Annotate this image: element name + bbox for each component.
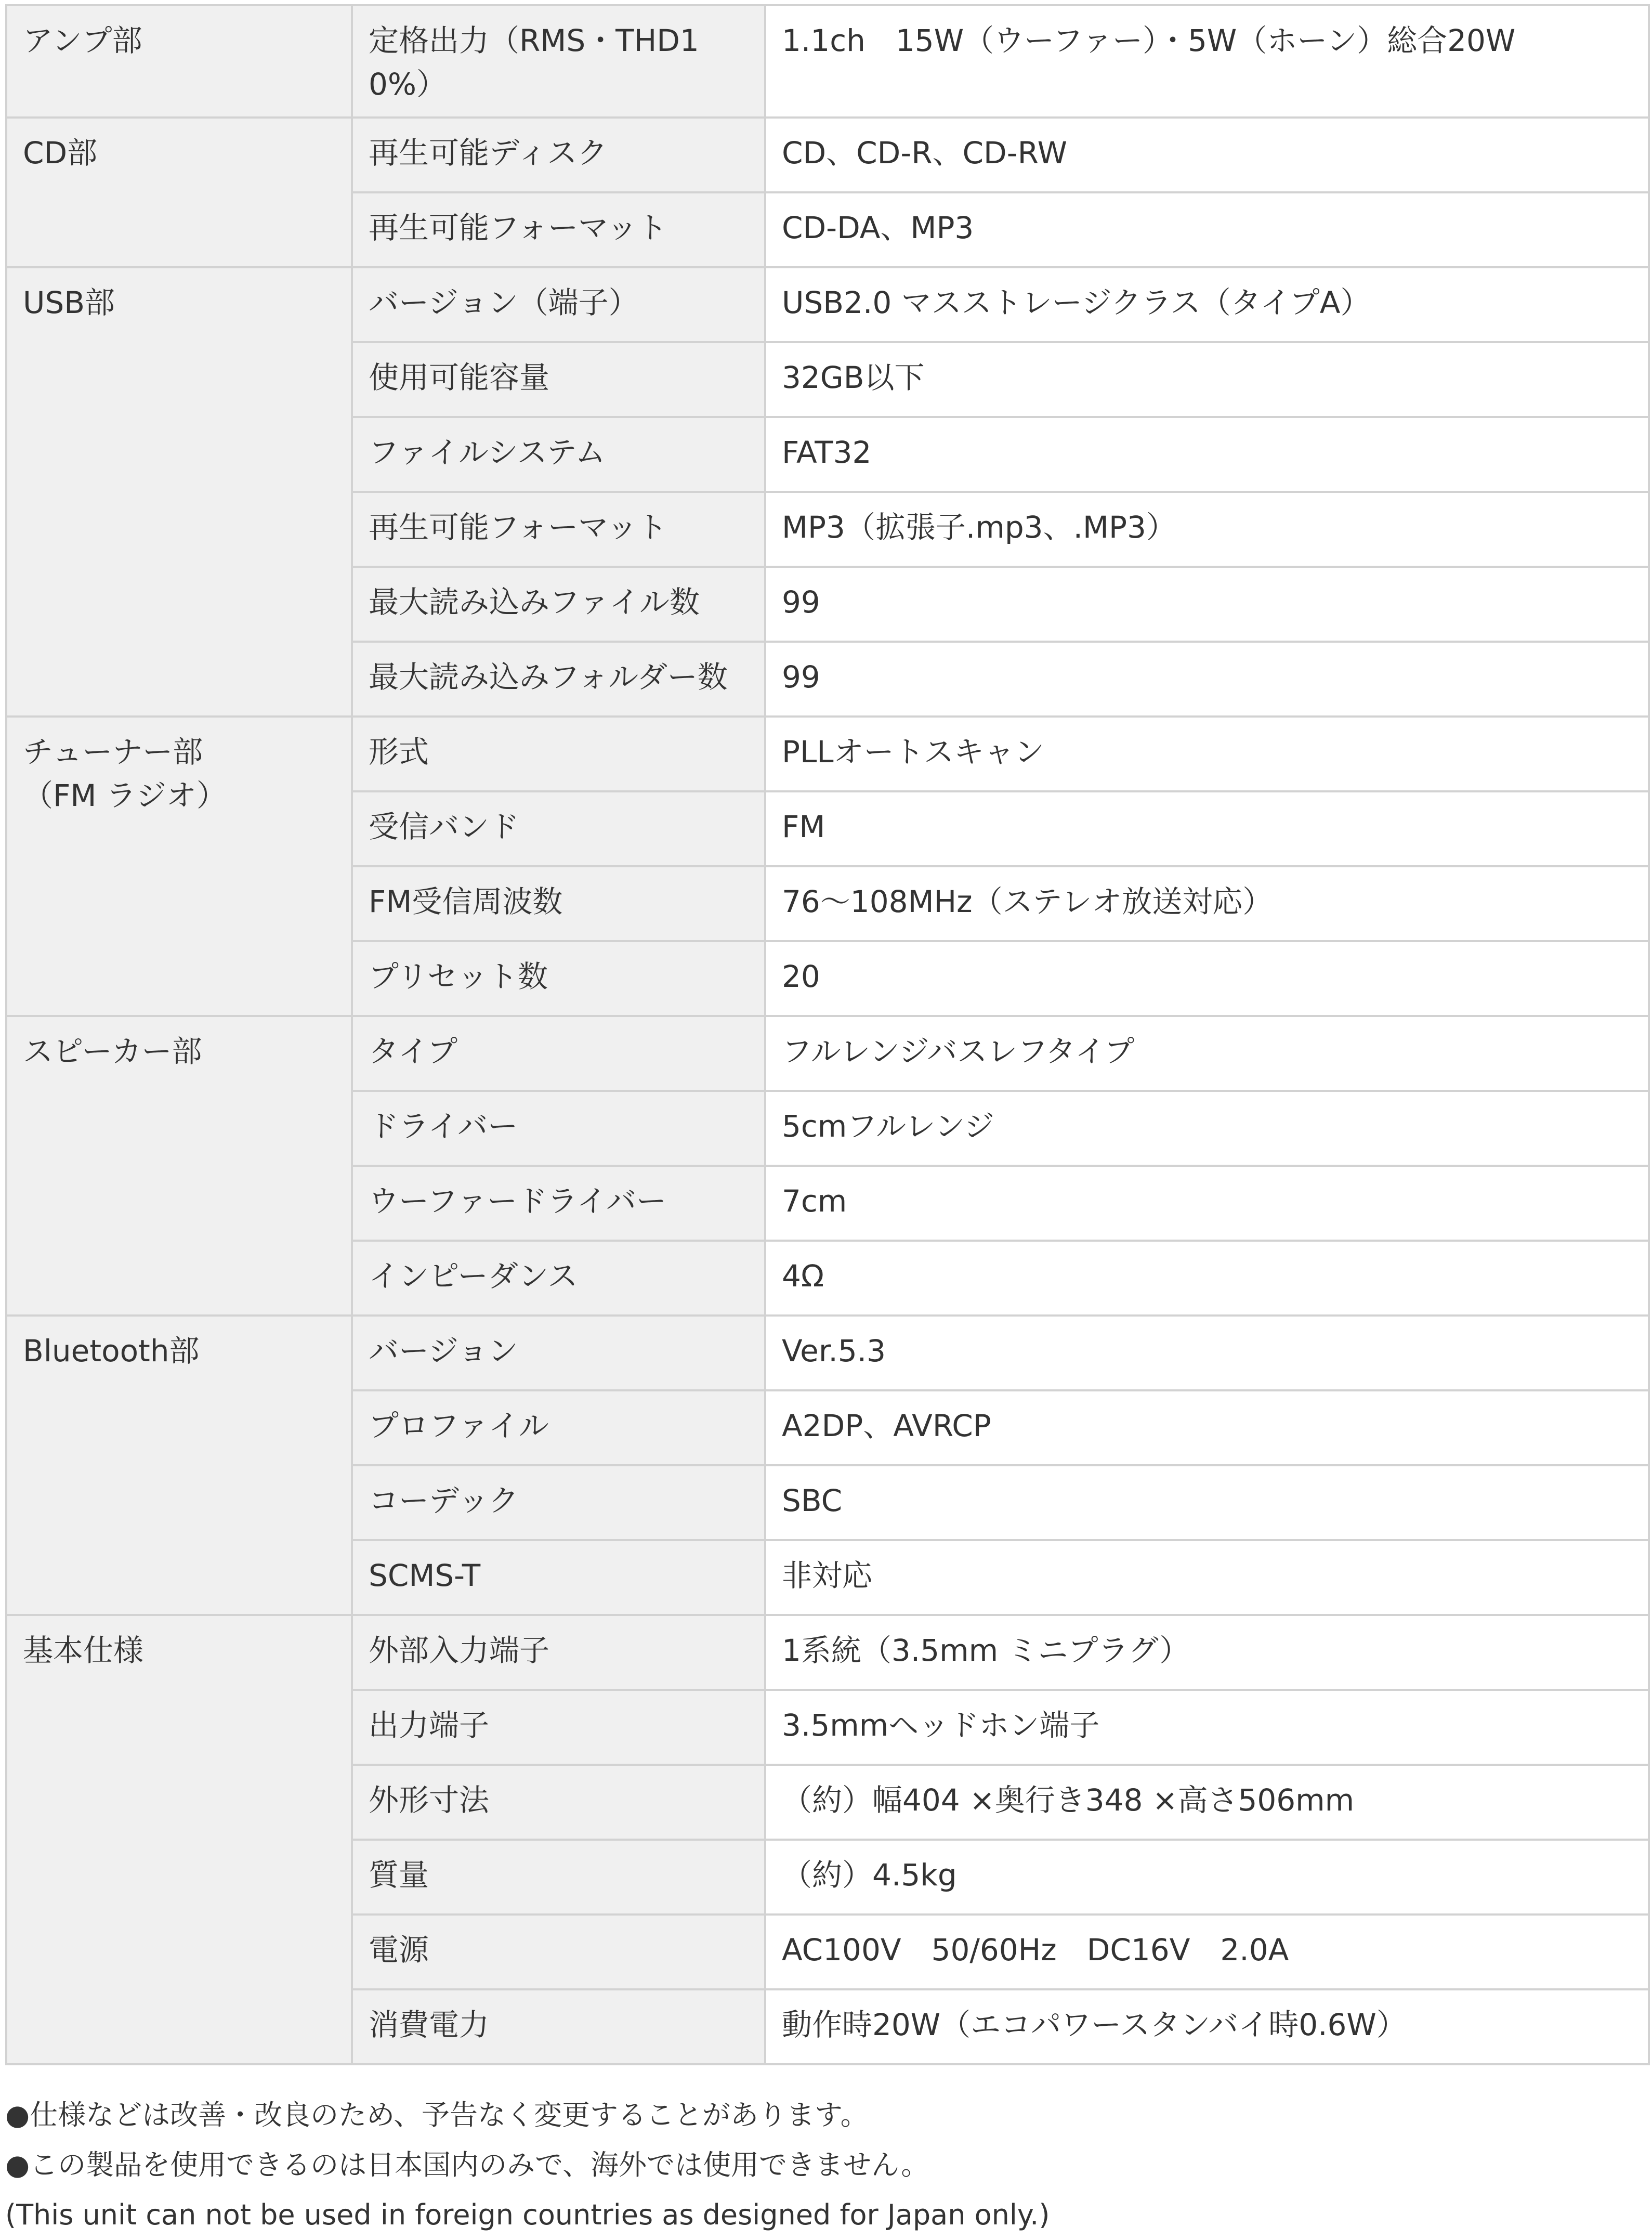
spec-table [5,4,1650,2065]
spec-label: FM受信周波数 [352,866,765,941]
spec-value: 動作時20W（エコパワースタンバイ時0.6W） [765,1989,1649,2064]
section-name: USB部 [23,285,115,321]
table-row [6,118,1649,192]
spec-value: 4Ω [765,1241,1649,1316]
spec-label: 定格出力（RMS・THD10%） [352,5,765,118]
section-name-cell [6,5,352,118]
section-name-cell [6,1316,352,1615]
spec-label: プロファイル [352,1390,765,1465]
spec-value: フルレンジバスレフタイプ [765,1016,1649,1091]
spec-value: USB2.0 マスストレージクラス（タイプA） [765,267,1649,342]
spec-label: 再生可能ディスク [352,118,765,192]
spec-value: 非対応 [765,1540,1649,1615]
section-name-cell [6,1016,352,1316]
spec-value: Ver.5.3 [765,1316,1649,1390]
spec-value: CD-DA、MP3 [765,192,1649,267]
spec-value: FAT32 [765,417,1649,492]
spec-value: （約）幅404 ×奥行き348 ×高さ506mm [765,1765,1649,1840]
section-name: チューナー部 [23,734,203,770]
notes [5,2090,1648,2240]
section-name: Bluetooth部 [23,1333,200,1369]
table-row [6,1316,1649,1390]
section-name: CD部 [23,135,98,171]
section-name: 基本仕様 [23,1633,144,1669]
section-name-cell [6,267,352,717]
spec-value: AC100V 50/60Hz DC16V 2.0A [765,1915,1649,1989]
spec-value: CD、CD-R、CD-RW [765,118,1649,192]
spec-label: 受信バンド [352,791,765,866]
spec-label: 最大読み込みフォルダー数 [352,642,765,717]
spec-value: 1系統（3.5mm ミニプラグ） [765,1615,1649,1690]
spec-label: プリセット数 [352,941,765,1016]
section-name-cell [6,1615,352,2064]
section-name: アンプ部 [23,23,142,58]
note-line: (This unit can not be used in foreign countries as designed for Japan only.) [5,2198,1050,2231]
spec-label: 質量 [352,1840,765,1915]
spec-label: ファイルシステム [352,417,765,492]
note-line: ●この製品を使用できるのは日本国内のみで、海外では使用できません。 [5,2148,929,2181]
spec-label: SCMS-T [352,1540,765,1615]
spec-value: SBC [765,1465,1649,1540]
table-row [6,1016,1649,1091]
spec-value: 99 [765,642,1649,717]
spec-label: 消費電力 [352,1989,765,2064]
spec-label: 形式 [352,717,765,791]
spec-label: 電源 [352,1915,765,1989]
table-row [6,717,1649,791]
spec-value: 3.5mmヘッドホン端子 [765,1690,1649,1765]
note-line: ●仕様などは改善・改良のため、予告なく変更することがあります。 [5,2099,869,2131]
spec-label: 最大読み込みファイル数 [352,567,765,642]
spec-value: PLLオートスキャン [765,717,1649,791]
table-row [6,267,1649,342]
spec-value: 20 [765,941,1649,1016]
spec-value: 32GB以下 [765,342,1649,417]
spec-label: 出力端子 [352,1690,765,1765]
spec-label: ドライバー [352,1091,765,1166]
spec-value: （約）4.5kg [765,1840,1649,1915]
section-name-cell [6,717,352,1016]
spec-label: インピーダンス [352,1241,765,1316]
spec-label: バージョン（端子） [352,267,765,342]
spec-label: 再生可能フォーマット [352,492,765,567]
section-name: スピーカー部 [23,1034,202,1070]
spec-label: コーデック [352,1465,765,1540]
spec-value: A2DP、AVRCP [765,1390,1649,1465]
section-name-cell [6,118,352,267]
spec-label: タイプ [352,1016,765,1091]
spec-value: 99 [765,567,1649,642]
spec-label: 外部入力端子 [352,1615,765,1690]
section-name: （FM ラジオ） [23,778,227,814]
spec-label: ウーファードライバー [352,1166,765,1241]
spec-label: 外形寸法 [352,1765,765,1840]
table-row [6,5,1649,118]
spec-label: 使用可能容量 [352,342,765,417]
spec-table-body [6,5,1649,2064]
spec-label: 再生可能フォーマット [352,192,765,267]
spec-value: 7cm [765,1166,1649,1241]
spec-value: MP3（拡張子.mp3、.MP3） [765,492,1649,567]
spec-label: バージョン [352,1316,765,1390]
spec-value: FM [765,791,1649,866]
spec-value: 1.1ch 15W（ウーファー）・5W（ホーン）総合20W [765,5,1649,118]
table-row [6,1615,1649,1690]
spec-value: 76〜108MHz（ステレオ放送対応） [765,866,1649,941]
spec-value: 5cmフルレンジ [765,1091,1649,1166]
